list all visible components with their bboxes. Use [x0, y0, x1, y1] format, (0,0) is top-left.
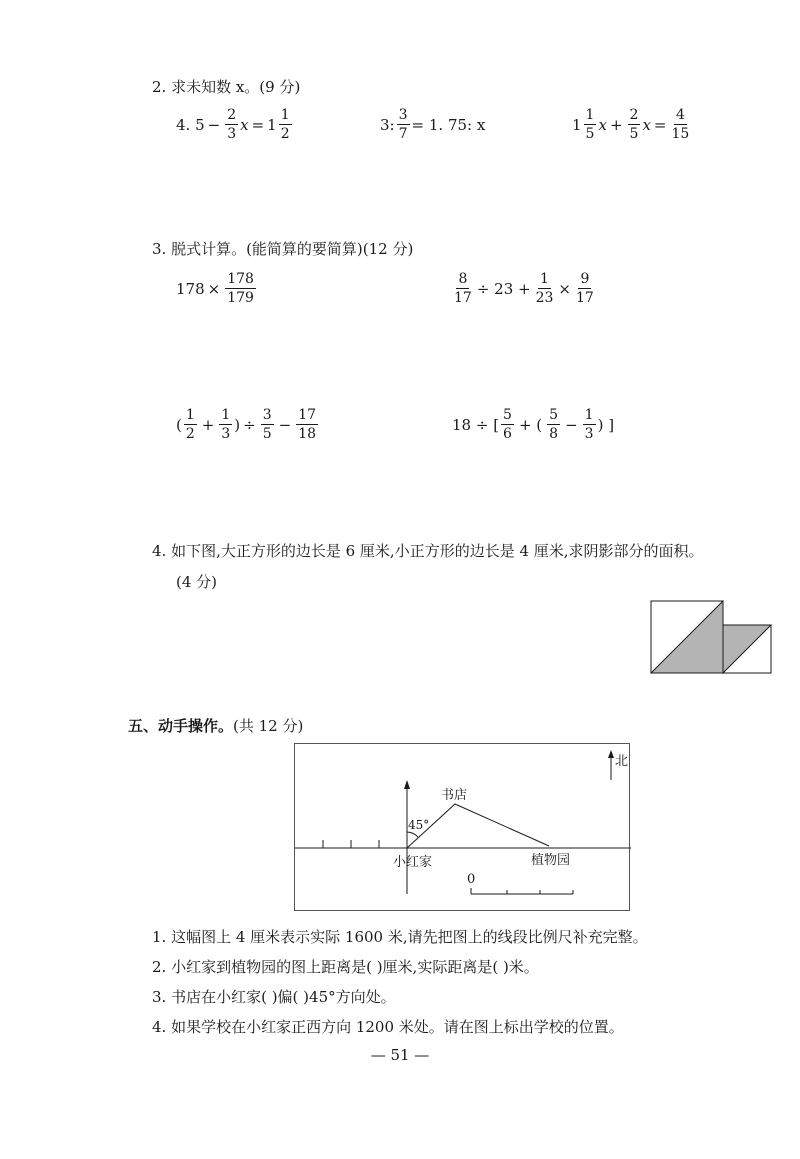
home-label: 小红家	[393, 855, 433, 870]
p1-a: 178	[176, 279, 205, 298]
north-axis-arrow	[404, 780, 410, 789]
eq3-frac-1: $\frac{1}{5}$	[585, 107, 595, 142]
eq1-whole: 1	[267, 115, 277, 134]
item-1: 1. 这幅图上 4 厘米表示实际 1600 米,请先把图上的线段比例尺补充完整。	[152, 928, 648, 946]
angle-arc	[407, 832, 418, 837]
p4-frac-2: $\frac{5}{8}$	[549, 407, 559, 442]
p4-plus: + (	[518, 415, 543, 434]
p4-close: ) ]	[597, 415, 615, 434]
eq3-frac-2: $\frac{2}{5}$	[629, 107, 639, 142]
garden-label: 植物园	[531, 853, 571, 868]
problem-2	[452, 272, 596, 305]
eq3-var-1: x	[598, 115, 607, 134]
north-label: 北	[615, 754, 629, 769]
equation-1	[176, 108, 294, 141]
scale-zero-label: 0	[467, 872, 476, 887]
eq3-rhs-frac: $\frac{4}{15}$	[671, 107, 690, 142]
p3-plus: +	[201, 415, 215, 434]
problem-3	[176, 408, 320, 441]
equation-3	[572, 108, 691, 141]
eq2-lhs: 3:	[380, 115, 395, 134]
p2-frac-1: $\frac{8}{17}$	[454, 271, 472, 306]
shaded-region	[651, 601, 723, 673]
eq1-a: 4. 5	[176, 115, 205, 134]
p1-frac: $\frac{178}{179}$	[227, 271, 254, 306]
eq3-plus: +	[609, 115, 623, 134]
p3-open: (	[176, 415, 182, 434]
angle-label: 45°	[408, 818, 430, 832]
p4-minus: −	[565, 415, 578, 434]
map-figure	[294, 743, 630, 911]
p3-frac-1: $\frac{1}{2}$	[185, 407, 195, 442]
p4-frac-1: $\frac{5}{6}$	[503, 407, 512, 442]
problem-4	[452, 408, 614, 441]
shaded-region-small	[723, 625, 771, 673]
p2-div: ÷ 23 +	[476, 279, 531, 298]
eq1-frac: $\frac{2}{3}$	[227, 107, 237, 142]
q4-line-2: (4 分)	[176, 573, 218, 591]
eq1-eq: =	[251, 115, 265, 134]
p2-times: ×	[558, 279, 571, 298]
eq1-op: −	[207, 115, 221, 134]
item-2: 2. 小红家到植物园的图上距离是( )厘米,实际距离是( )米。	[152, 958, 539, 976]
eq1-var: x	[240, 115, 249, 134]
p3-frac-2: $\frac{1}{3}$	[221, 407, 231, 442]
section-5-score: (共 12 分)	[233, 717, 304, 735]
p3-frac-3: $\frac{3}{5}$	[262, 407, 272, 442]
eq1-rhs-frac: $\frac{1}{2}$	[280, 107, 290, 142]
item-4: 4. 如果学校在小红家正西方向 1200 米处。请在图上标出学校的位置。	[152, 1018, 624, 1036]
north-marker-arrow	[608, 750, 614, 758]
q3-title: 3. 脱式计算。(能简算的要简算)(12 分)	[152, 240, 414, 258]
p4-a: 18 ÷ [	[452, 415, 500, 434]
q4-line-1: 4. 如下图,大正方形的边长是 6 厘米,小正方形的边长是 4 厘米,求阴影部分的面积。	[152, 542, 704, 560]
p3-div: ÷	[243, 415, 256, 434]
p4-frac-3: $\frac{1}{3}$	[584, 407, 594, 442]
eq2-frac: $\frac{3}{7}$	[398, 107, 408, 142]
p3-minus: −	[278, 415, 292, 434]
squares-figure	[648, 598, 774, 676]
p1-times: ×	[207, 279, 221, 298]
q2-title: 2. 求未知数 x。(9 分)	[152, 78, 301, 96]
p3-close: )	[234, 415, 241, 434]
problem-1	[176, 272, 258, 305]
section-5-heading	[128, 715, 303, 736]
bookstore-label: 书店	[441, 788, 468, 803]
eq3-var-2: x	[642, 115, 651, 134]
p2-frac-2: $\frac{1}{23}$	[535, 271, 554, 306]
p3-frac-4: $\frac{17}{18}$	[298, 407, 317, 442]
p2-frac-3: $\frac{9}{17}$	[576, 271, 594, 306]
item-3: 3. 书店在小红家( )偏( )45°方向处。	[152, 988, 396, 1006]
section-5-title: 五、动手操作。	[128, 717, 234, 735]
equation-2	[380, 108, 485, 141]
eq3-eq: =	[653, 115, 667, 134]
eq3-whole: 1	[572, 115, 582, 134]
page-number: — 51 —	[370, 1046, 430, 1064]
eq2-rhs: = 1. 75: x	[411, 115, 486, 134]
